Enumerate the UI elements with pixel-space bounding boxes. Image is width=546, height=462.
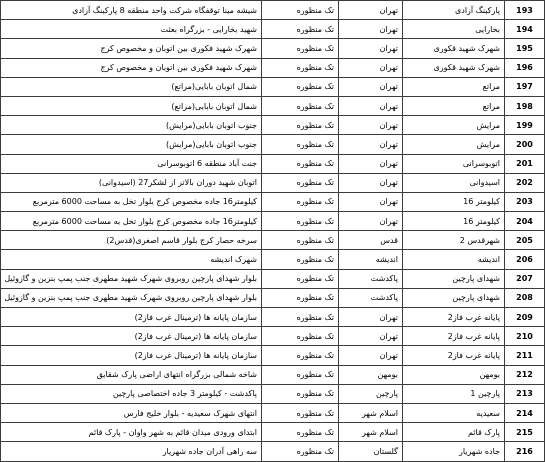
station-name-cell: جاده شهریار [403,442,505,461]
row-number-cell: 204 [505,212,545,231]
location-cell: بلوار شهدای پارچین روبروی شهرک شهید مطهری جنب پمپ بنزین و گازوئیل [1,288,262,307]
table-row [1,154,545,173]
row-number-cell: 216 [505,442,545,461]
location-cell: ابتدای ورودی میدان قائم به شهر واوان - پارک قائم [1,423,262,442]
table-body [1,1,545,462]
location-cell: شهرک اندیشه [1,250,262,269]
row-number-cell: 196 [505,58,545,77]
station-name-cell: کیلومتر 16 [403,192,505,211]
table-row [1,288,545,307]
station-name-cell: پارک قائم [403,423,505,442]
location-cell: شهرک شهید فکوری بین اتوبان و مخصوص کرج [1,58,262,77]
location-cell: اتوبان شهید دوران بالاتر از لشکر27 (اسیدوانی) [1,173,262,192]
city-cell: پاکدشت [339,288,403,307]
location-cell: سرخه حصار کرج بلوار قاسم اصغری(قدس2) [1,231,262,250]
station-name-cell: پارچین 1 [403,384,505,403]
city-cell: تهران [339,77,403,96]
row-number-cell: 209 [505,308,545,327]
type-cell: تک منظوره [262,269,339,288]
row-number-cell: 203 [505,192,545,211]
type-cell: تک منظوره [262,346,339,365]
table-row [1,1,545,20]
city-cell: تهران [339,39,403,58]
station-name-cell: پایانه غرب فاز2 [403,327,505,346]
location-cell: شیشه مینا توقفگاه شرکت واحد منطقه 8 پارکینگ آزادی [1,1,262,20]
table-row [1,269,545,288]
type-cell: تک منظوره [262,20,339,39]
city-cell: تهران [339,212,403,231]
row-number-cell: 207 [505,269,545,288]
row-number-cell: 199 [505,116,545,135]
type-cell: تک منظوره [262,1,339,20]
table-row [1,39,545,58]
row-number-cell: 200 [505,135,545,154]
location-cell: جنوب اتوبان بابایی(مرایش) [1,116,262,135]
location-cell: شاخه شمالی بزرگراه انتهای اراضی پارک شقایق [1,365,262,384]
station-name-cell: اندیشه [403,250,505,269]
type-cell: تک منظوره [262,154,339,173]
location-cell: جنت آباد منطقه 6 اتوبوسرانی [1,154,262,173]
table-row [1,327,545,346]
table-row [1,58,545,77]
row-number-cell: 206 [505,250,545,269]
table-row [1,212,545,231]
station-name-cell: مراتع [403,77,505,96]
table-row [1,423,545,442]
city-cell: تهران [339,192,403,211]
row-number-cell: 194 [505,20,545,39]
type-cell: تک منظوره [262,288,339,307]
row-number-cell: 202 [505,173,545,192]
type-cell: تک منظوره [262,135,339,154]
row-number-cell: 208 [505,288,545,307]
table-row [1,384,545,403]
city-cell: تهران [339,1,403,20]
row-number-cell: 213 [505,384,545,403]
station-name-cell: مراتع [403,96,505,115]
station-name-cell: شهرک شهید قکوری [403,58,505,77]
type-cell: تک منظوره [262,403,339,422]
type-cell: تک منظوره [262,250,339,269]
type-cell: تک منظوره [262,231,339,250]
row-number-cell: 195 [505,39,545,58]
table-row [1,308,545,327]
city-cell: پاکدشت [339,269,403,288]
type-cell: تک منظوره [262,39,339,58]
city-cell: اندیشه [339,250,403,269]
city-cell: گلستان [339,442,403,461]
table-row [1,20,545,39]
city-cell: تهران [339,327,403,346]
location-cell: سازمان پایانه ها (ترمینال غرب فاز2) [1,346,262,365]
station-name-cell: اسیدوانی [403,173,505,192]
row-number-cell: 211 [505,346,545,365]
location-cell: بلوار شهدای پارچین روبروی شهرک شهید مطهری جنب پمپ بنزین و گازوئیل [1,269,262,288]
city-cell: اسلام شهر [339,403,403,422]
type-cell: تک منظوره [262,173,339,192]
station-name-cell: پارکینگ آزادی [403,1,505,20]
station-name-cell: شهدای پارچین [403,269,505,288]
location-cell: کیلومتر16 جاده مخصوص کرج بلوار تخل به مساحت 6000 مترمربع [1,212,262,231]
station-name-cell: بومهن [403,365,505,384]
station-name-cell: کیلومتر 16 [403,212,505,231]
table-row [1,442,545,461]
row-number-cell: 214 [505,403,545,422]
city-cell: قدس [339,231,403,250]
city-cell: تهران [339,346,403,365]
station-name-cell: اتوبوسرانی [403,154,505,173]
location-cell: شمال اتوبان بابایی(مراتع) [1,77,262,96]
table-row [1,173,545,192]
location-cell: سه راهی آدران جاده شهریار [1,442,262,461]
location-cell: جنوب اتوبان بابایی(مرایش) [1,135,262,154]
city-cell: تهران [339,308,403,327]
location-cell: شهید بخارایی - بزرگراه بعثت [1,20,262,39]
row-number-cell: 215 [505,423,545,442]
type-cell: تک منظوره [262,442,339,461]
station-name-cell: پایانه غرب فاز2 [403,346,505,365]
type-cell: تک منظوره [262,308,339,327]
table-row [1,192,545,211]
type-cell: تک منظوره [262,384,339,403]
type-cell: تک منظوره [262,192,339,211]
type-cell: تک منظوره [262,423,339,442]
station-name-cell: مرایش [403,135,505,154]
type-cell: تک منظوره [262,96,339,115]
location-cell: شمال اتوبان بابایی(مراتع) [1,96,262,115]
table-row [1,403,545,422]
station-name-cell: شهرک شهید قکوری [403,39,505,58]
location-cell: کیلومتر16 جاده مخصوص کرج بلوار تخل به مساحت 6000 مترمربع [1,192,262,211]
location-cell: انتهای شهرک سعیدیه - بلوار خلیج فارس [1,403,262,422]
type-cell: تک منظوره [262,212,339,231]
station-name-cell: مرایش [403,116,505,135]
location-cell: پاکدشت - کیلومتر 3 جاده اختصاصی پارچین [1,384,262,403]
row-number-cell: 197 [505,77,545,96]
location-cell: شهرک شهید فکوری بین اتوبان و مخصوص کرج [1,39,262,58]
station-name-cell: سعیدیه [403,403,505,422]
row-number-cell: 205 [505,231,545,250]
station-name-cell: شهرقدس 2 [403,231,505,250]
type-cell: تک منظوره [262,327,339,346]
row-number-cell: 210 [505,327,545,346]
city-cell: بومهن [339,365,403,384]
table-row [1,135,545,154]
station-name-cell: بخارایی [403,20,505,39]
location-cell: سازمان پایانه ها (ترمینال غرب فاز2) [1,308,262,327]
city-cell: تهران [339,173,403,192]
table-row [1,77,545,96]
type-cell: تک منظوره [262,77,339,96]
table-row [1,116,545,135]
row-number-cell: 198 [505,96,545,115]
city-cell: تهران [339,135,403,154]
type-cell: تک منظوره [262,365,339,384]
type-cell: تک منظوره [262,58,339,77]
location-cell: سازمان پایانه ها (ترمینال غرب فاز2) [1,327,262,346]
city-cell: اسلام شهر [339,423,403,442]
city-cell: تهران [339,154,403,173]
city-cell: تهران [339,96,403,115]
table-row [1,231,545,250]
city-cell: تهران [339,20,403,39]
table-row [1,96,545,115]
type-cell: تک منظوره [262,116,339,135]
city-cell: پارچین [339,384,403,403]
row-number-cell: 212 [505,365,545,384]
table-row [1,346,545,365]
row-number-cell: 193 [505,1,545,20]
table-row [1,365,545,384]
city-cell: تهران [339,116,403,135]
table-row [1,250,545,269]
station-name-cell: شهدای پارچین [403,288,505,307]
station-name-cell: پایانه غرب فاز2 [403,308,505,327]
city-cell: تهران [339,58,403,77]
row-number-cell: 201 [505,154,545,173]
